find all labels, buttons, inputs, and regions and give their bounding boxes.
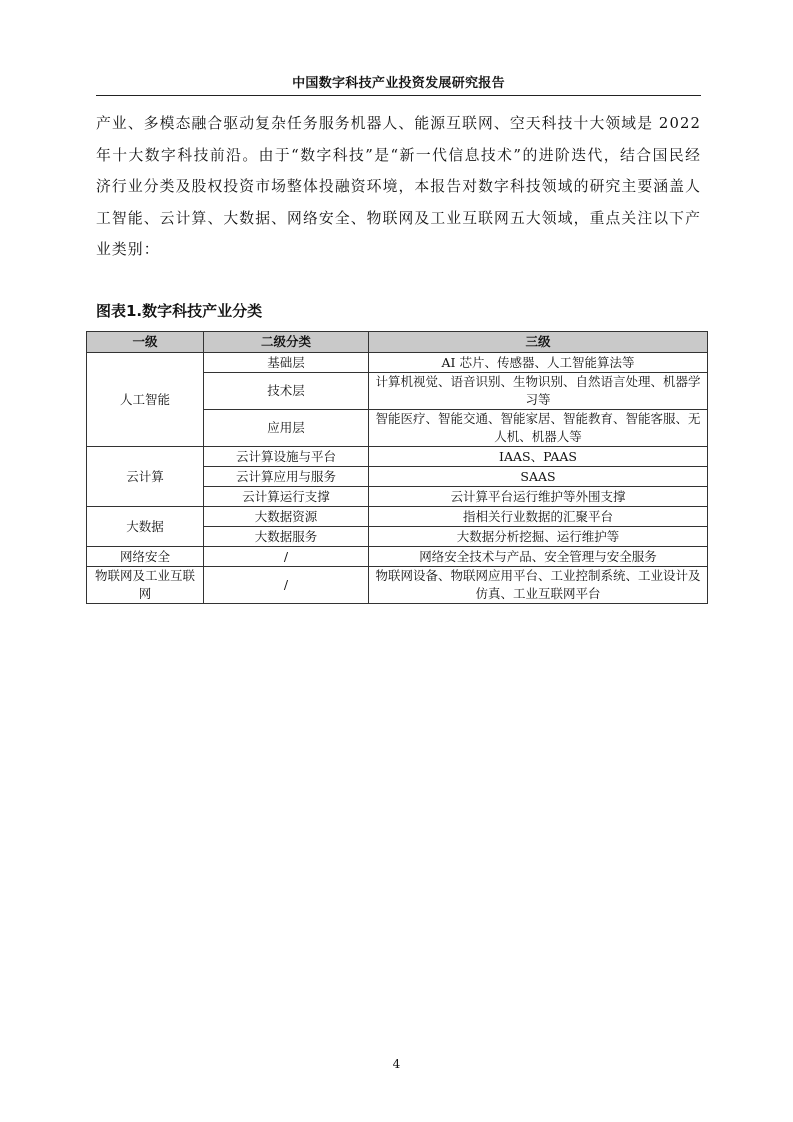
header-rule <box>96 95 701 96</box>
level2-cell: 应用层 <box>204 410 369 447</box>
table-row <box>87 447 708 467</box>
level3-cell: 物联网设备、物联网应用平台、工业控制系统、工业设计及仿真、工业互联网平台 <box>369 567 708 604</box>
level2-cell: / <box>204 547 369 567</box>
level2-cell: 云计算设施与平台 <box>204 447 369 467</box>
level2-cell: 技术层 <box>204 373 369 410</box>
column-header-level1: 一级 <box>87 332 204 353</box>
table-row <box>87 353 708 373</box>
level2-cell: 基础层 <box>204 353 369 373</box>
level3-cell: 大数据分析挖掘、运行维护等 <box>369 527 708 547</box>
column-header-level3: 三级 <box>369 332 708 353</box>
level2-cell: 云计算应用与服务 <box>204 467 369 487</box>
level2-cell: 大数据服务 <box>204 527 369 547</box>
column-header-level2: 二级分类 <box>204 332 369 353</box>
level3-cell: 智能医疗、智能交通、智能家居、智能教育、智能客服、无人机、机器人等 <box>369 410 708 447</box>
table-row <box>87 547 708 567</box>
level3-cell: SAAS <box>369 467 708 487</box>
level3-cell: 云计算平台运行维护等外围支撑 <box>369 487 708 507</box>
table-row <box>87 567 708 604</box>
level1-cell: 物联网及工业互联网 <box>87 567 204 604</box>
level3-cell: 指相关行业数据的汇聚平台 <box>369 507 708 527</box>
level1-cell: 大数据 <box>87 507 204 547</box>
level2-cell: 大数据资源 <box>204 507 369 527</box>
table-header-row <box>87 332 708 353</box>
level3-cell: 计算机视觉、语音识别、生物识别、自然语言处理、机器学习等 <box>369 373 708 410</box>
level2-cell: 云计算运行支撑 <box>204 487 369 507</box>
body-paragraph: 产业、多模态融合驱动复杂任务服务机器人、能源互联网、空天科技十大领域是 2022 年十大数字科技前沿。由于“数字科技”是“新一代信息技术”的进阶迭代，结合国民经济行业分类及股权投资市场整体投融资环境，本报告对数字科技领域的研究主要涵盖人工智能、云计算、大数据、网络安全、物联网及工业互联网五大领域，重点关注以下产业类别： <box>96 115 701 258</box>
level1-cell: 网络安全 <box>87 547 204 567</box>
figure-caption: 图表1.数字科技产业分类 <box>96 302 263 320</box>
classification-table <box>86 331 708 604</box>
running-header: 中国数字科技产业投资发展研究报告 <box>292 76 505 91</box>
level3-cell: IAAS、PAAS <box>369 447 708 467</box>
level3-cell: 网络安全技术与产品、安全管理与安全服务 <box>369 547 708 567</box>
level3-cell: AI 芯片、传感器、人工智能算法等 <box>369 353 708 373</box>
level2-cell: / <box>204 567 369 604</box>
level1-cell: 人工智能 <box>87 353 204 447</box>
page-number: 4 <box>392 1057 401 1071</box>
level1-cell: 云计算 <box>87 447 204 507</box>
table-row <box>87 507 708 527</box>
